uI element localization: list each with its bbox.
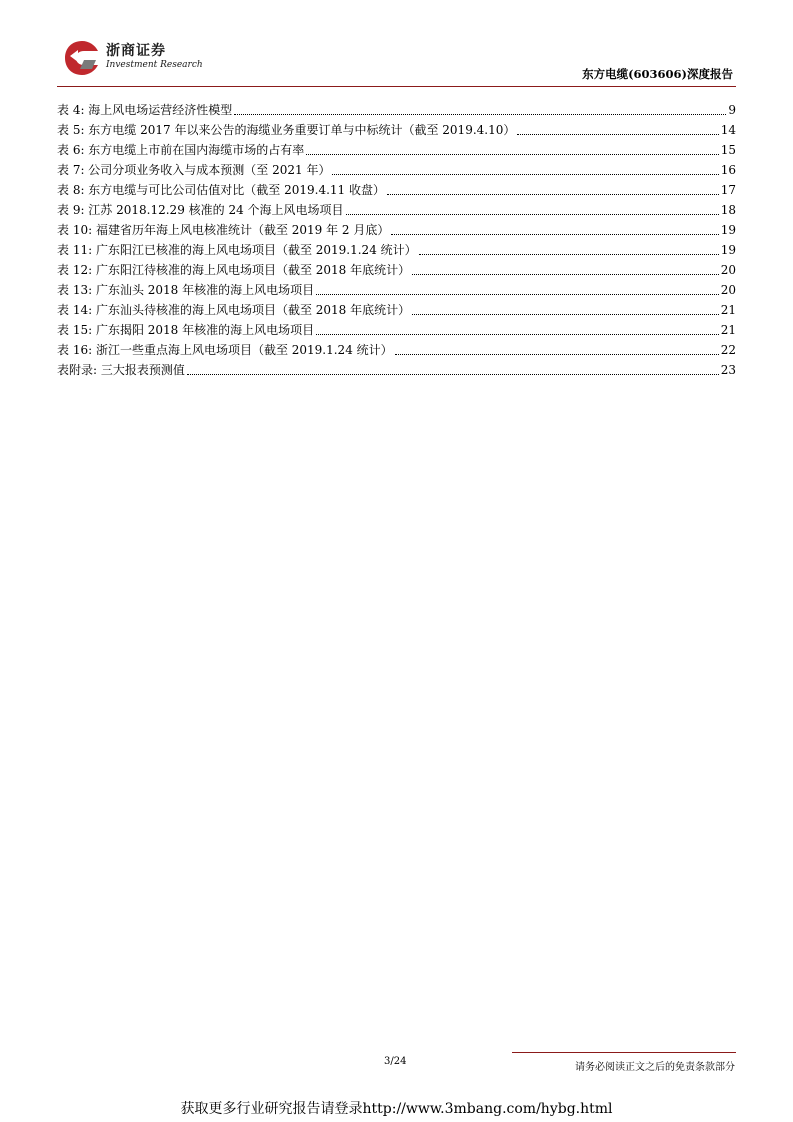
- toc-entry-label: 表 16: 浙江一些重点海上风电场项目（截至 2019.1.24 统计）: [57, 343, 393, 357]
- toc-entry-page: 20: [720, 283, 736, 297]
- toc-entry[interactable]: [57, 120, 736, 140]
- promo-link-text[interactable]: 获取更多行业研究报告请登录http://www.3mbang.com/hybg.html: [180, 1101, 613, 1117]
- toc-leader: [517, 123, 718, 135]
- disclaimer-note: 请务必阅读正文之后的免责条款部分: [575, 1062, 735, 1073]
- brand-name-en: Investment Research: [106, 60, 203, 70]
- toc-leader: [332, 163, 718, 175]
- brand-emblem-icon: [62, 38, 102, 78]
- toc-entry-label: 表附录: 三大报表预测值: [57, 363, 185, 377]
- toc-entry-page: 20: [720, 263, 736, 277]
- toc-entry-label: 表 11: 广东阳江已核准的海上风电场项目（截至 2019.1.24 统计）: [57, 243, 417, 257]
- toc-entry[interactable]: [57, 320, 736, 340]
- toc-entry-label: 表 15: 广东揭阳 2018 年核准的海上风电场项目: [57, 323, 315, 337]
- toc-entry-label: 表 6: 东方电缆上市前在国内海缆市场的占有率: [57, 143, 305, 157]
- toc-leader: [316, 283, 719, 295]
- footer-divider: [512, 1052, 736, 1053]
- toc-leader: [234, 103, 726, 115]
- toc-leader: [187, 363, 719, 375]
- toc-leader: [391, 223, 718, 235]
- toc-entry[interactable]: [57, 340, 736, 360]
- toc-entry-label: 表 10: 福建省历年海上风电核准统计（截至 2019 年 2 月底）: [57, 223, 390, 237]
- toc-leader: [419, 243, 719, 255]
- toc-entry[interactable]: [57, 280, 736, 300]
- toc-entry-label: 表 7: 公司分项业务收入与成本预测（至 2021 年）: [57, 163, 331, 177]
- toc-entry-page: 21: [720, 323, 736, 337]
- toc-entry-page: 19: [720, 243, 736, 257]
- toc-entry-page: 14: [720, 123, 736, 137]
- toc-entry-label: 表 8: 东方电缆与可比公司估值对比（截至 2019.4.11 收盘）: [57, 183, 386, 197]
- brand-logo: [62, 38, 203, 78]
- toc-leader: [395, 343, 719, 355]
- header-divider: [57, 86, 736, 87]
- toc-entry[interactable]: [57, 300, 736, 320]
- toc-entry-page: 21: [720, 303, 736, 317]
- toc-entry[interactable]: [57, 200, 736, 220]
- toc-entry[interactable]: [57, 360, 736, 380]
- toc-leader: [306, 143, 718, 155]
- toc-entry-page: 23: [720, 363, 736, 377]
- toc-entry-page: 19: [720, 223, 736, 237]
- toc-entry[interactable]: [57, 220, 736, 240]
- toc-entry[interactable]: [57, 260, 736, 280]
- toc-entry-label: 表 9: 江苏 2018.12.29 核准的 24 个海上风电场项目: [57, 203, 344, 217]
- toc-entry-page: 18: [720, 203, 736, 217]
- toc-leader: [387, 183, 719, 195]
- toc-entry-page: 15: [720, 143, 736, 157]
- toc-entry-label: 表 13: 广东汕头 2018 年核准的海上风电场项目: [57, 283, 315, 297]
- toc-leader: [412, 263, 719, 275]
- toc-entry-page: 16: [720, 163, 736, 177]
- toc-entry[interactable]: [57, 160, 736, 180]
- table-of-contents: [57, 100, 736, 380]
- toc-entry-label: 表 4: 海上风电场运营经济性模型: [57, 103, 233, 117]
- toc-entry[interactable]: [57, 180, 736, 200]
- toc-leader: [412, 303, 719, 315]
- toc-entry-label: 表 14: 广东汕头待核准的海上风电场项目（截至 2018 年底统计）: [57, 303, 411, 317]
- toc-entry[interactable]: [57, 240, 736, 260]
- toc-entry-page: 9: [728, 103, 736, 117]
- toc-entry-page: 17: [720, 183, 736, 197]
- toc-entry-page: 22: [720, 343, 736, 357]
- toc-entry-label: 表 12: 广东阳江待核准的海上风电场项目（截至 2018 年底统计）: [57, 263, 411, 277]
- brand-name-cn: 浙商证券: [106, 43, 166, 59]
- toc-entry[interactable]: [57, 100, 736, 120]
- toc-entry-label: 表 5: 东方电缆 2017 年以来公告的海缆业务重要订单与中标统计（截至 2019.4.10）: [57, 123, 516, 137]
- page-number: 3/24: [384, 1056, 407, 1067]
- toc-leader: [316, 323, 719, 335]
- toc-entry[interactable]: [57, 140, 736, 160]
- toc-leader: [346, 203, 719, 215]
- report-title: 东方电缆(603606)深度报告: [582, 67, 733, 81]
